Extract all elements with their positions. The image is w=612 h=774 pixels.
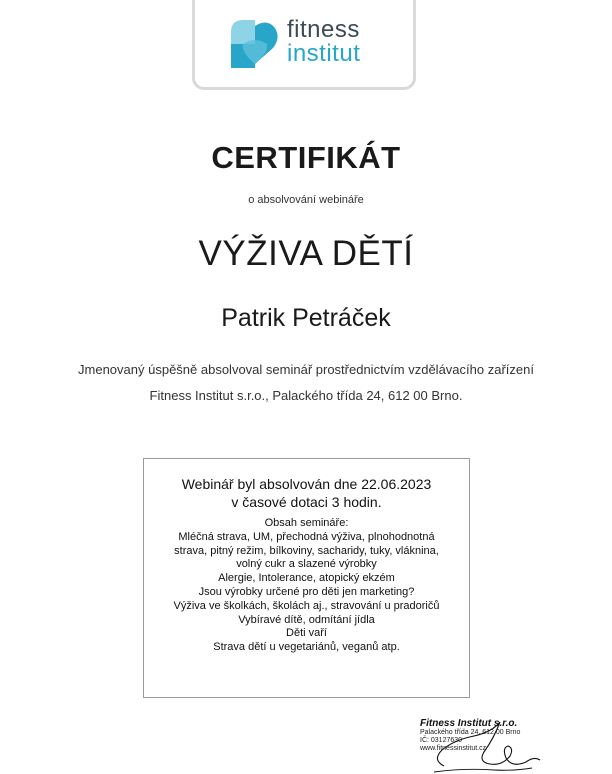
certificate-title: CERTIFIKÁT <box>211 140 401 175</box>
completion-duration-line: v časové dotaci 3 hodin. <box>231 494 382 510</box>
logo-line2: institut <box>287 40 361 67</box>
logo-box <box>192 0 416 90</box>
logo-line1: fitness <box>287 16 360 43</box>
content-line: Alergie, Intolerance, atopický ekzém <box>218 572 395 585</box>
content-line: Mléčná strava, UM, přechodná výživa, plnohodnotná <box>178 530 435 543</box>
recipient-name: Patrik Petráček <box>221 304 391 332</box>
seminar-info-box <box>143 458 470 698</box>
seminar-content <box>144 517 469 655</box>
completion-date-line: Webinář byl absolvován dne 22.06.2023 <box>181 476 432 492</box>
description-line-2: Fitness Institut s.r.o., Palackého třída 24, 612 00 Brno. <box>149 388 463 403</box>
description-line-1: Jmenovaný úspěšně absolvoval seminář prostřednictvím vzdělávacího zařízení <box>78 362 534 377</box>
signature-icon <box>414 716 554 774</box>
logo-text <box>287 18 360 66</box>
stamp-ic: IČ: 03127630 <box>420 737 463 744</box>
content-line: strava, pitný režim, bílkoviny, sacharidy, tuky, vláknina, <box>174 544 439 557</box>
certificate-subtitle: o absolvování webináře <box>248 194 364 206</box>
course-name: VÝŽIVA DĚTÍ <box>198 234 414 273</box>
content-line: Děti vaří <box>286 627 327 640</box>
completion-info <box>144 475 469 511</box>
stamp-company-name: Fitness Institut s.r.o. <box>420 718 518 729</box>
company-stamp <box>414 716 554 774</box>
content-title: Obsah semináře: <box>264 517 349 529</box>
stamp-address: Palackého třída 24, 612 00 Brno <box>420 729 521 736</box>
content-line: Jsou výrobky určené pro děti jen marketing? <box>198 585 415 598</box>
content-line: volný cukr a slazené výrobky <box>236 558 377 571</box>
content-line: Strava dětí u vegetariánů, veganů atp. <box>213 641 400 654</box>
content-line: Vybíravé dítě, odmítání jídla <box>238 613 375 626</box>
stamp-web: www.fitnessinstitut.cz <box>420 745 487 752</box>
fitness-institut-logo-icon <box>229 18 281 70</box>
content-line: Výživa ve školkách, školách aj., stravování u pradoričů <box>173 599 440 612</box>
